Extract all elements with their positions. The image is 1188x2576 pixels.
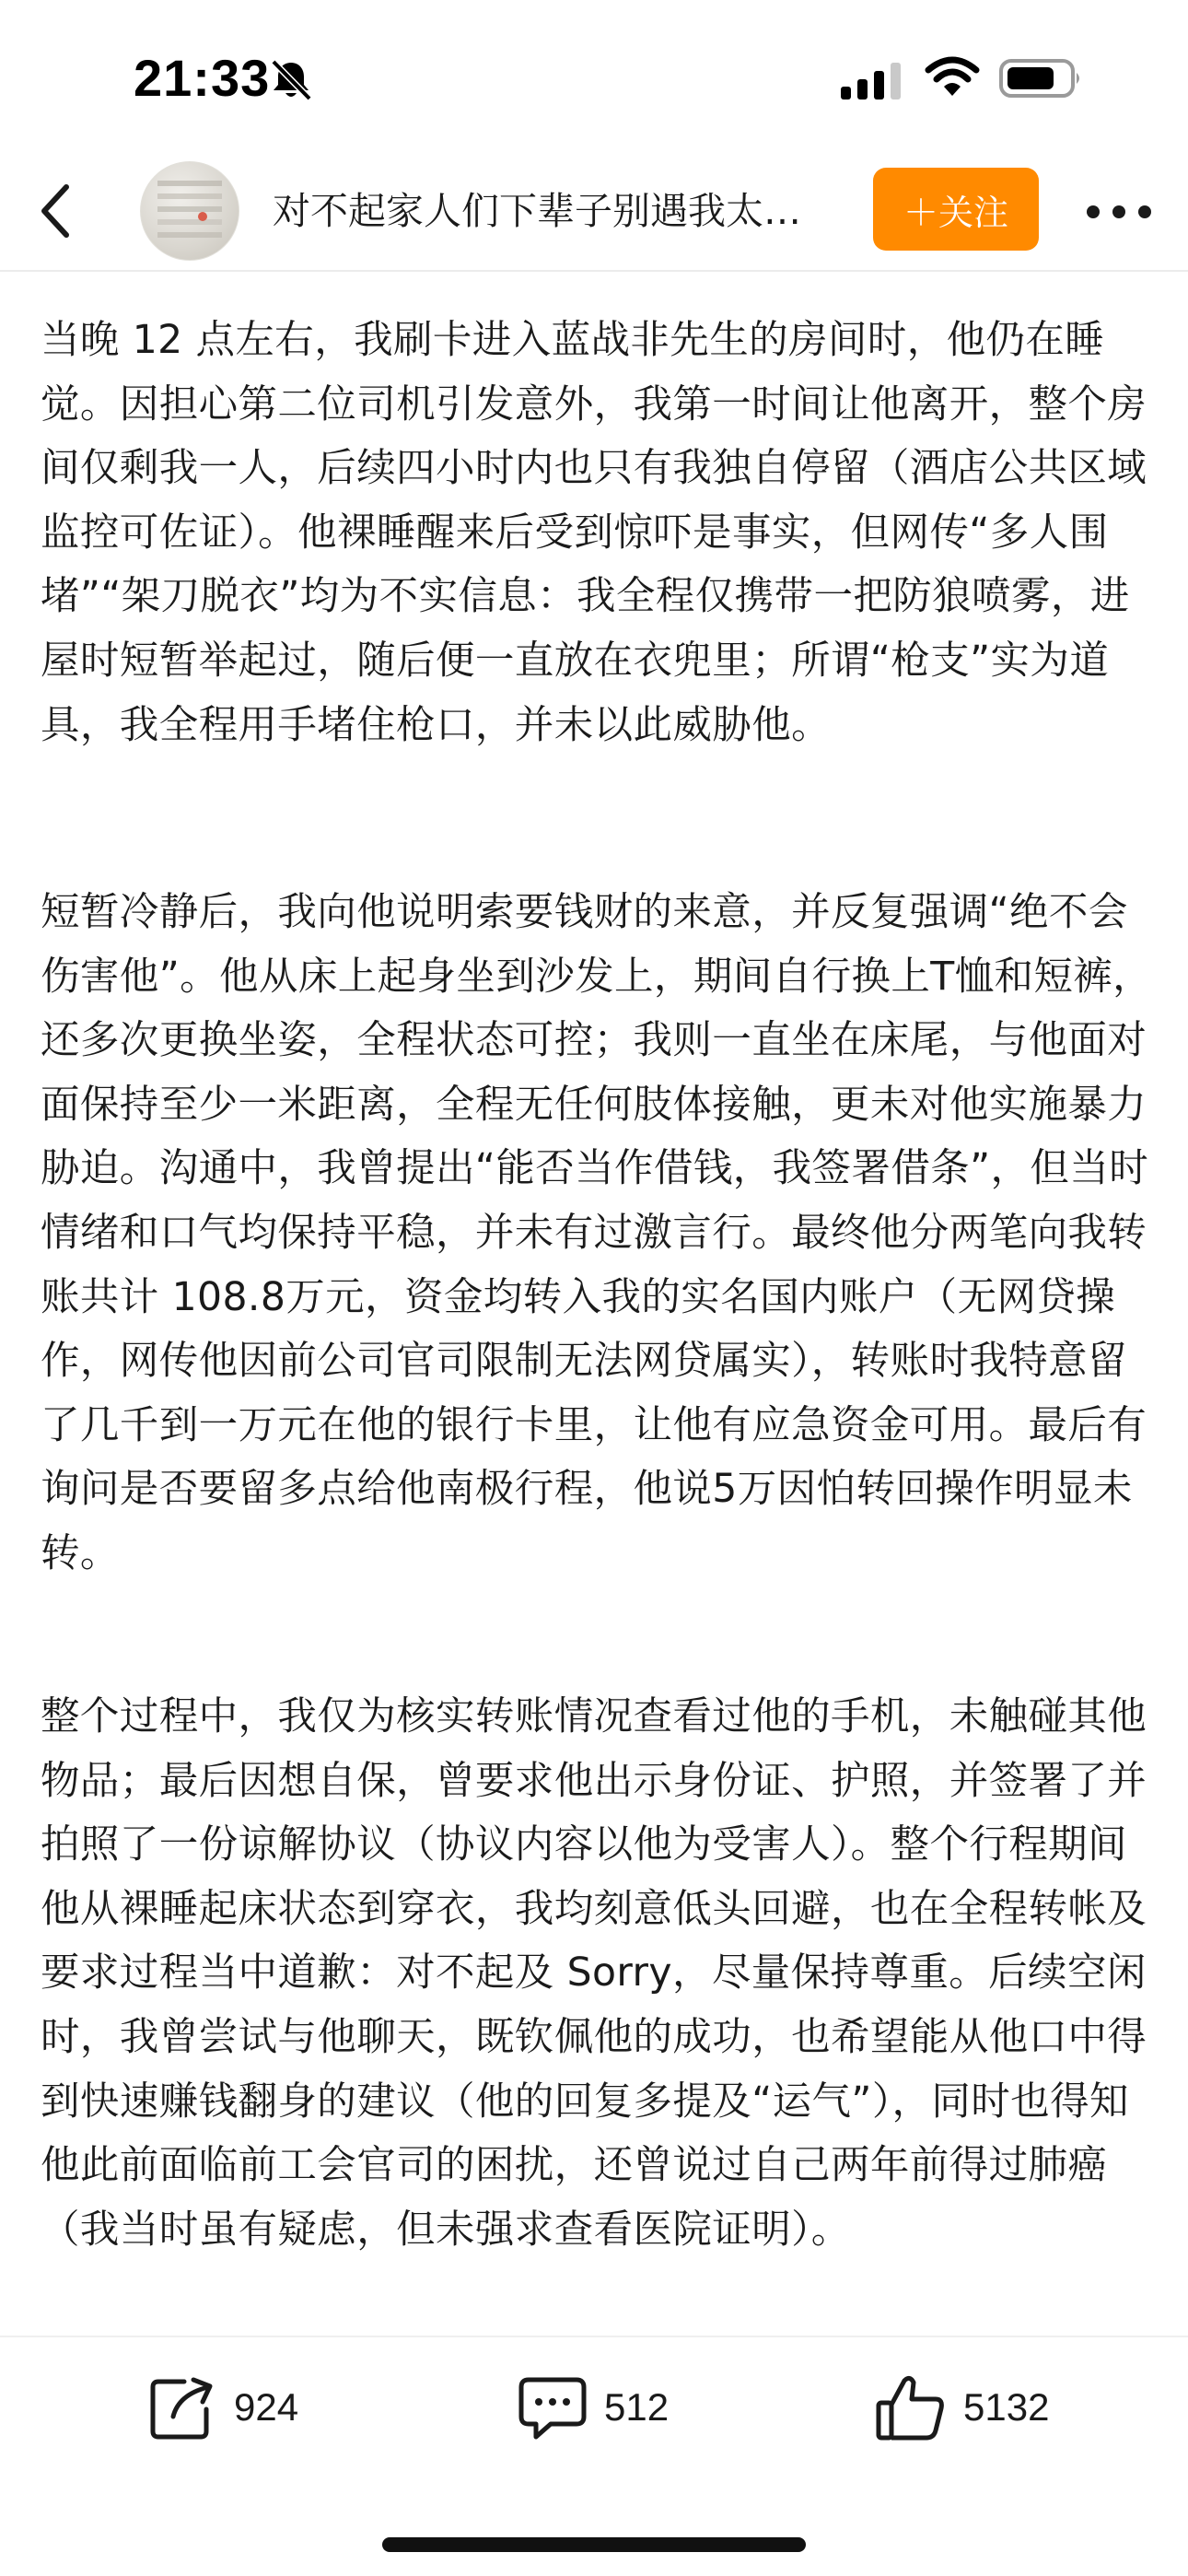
article-paragraph: 当晚 12 点左右，我刷卡进入蓝战非先生的房间时，他仍在睡觉。因担心第二位司机引发意外，我第一时间让他离开，整个房间仅剩我一人，后续四小时内也只有我独自停留（酒店公共区域监控可佐证）。他裸睡醒来后受到惊吓是事实，但网传“多人围堵”“架刀脱衣”均为不实信息：我全程仅携带一把防狼喷雾，进屋时短暂举起过，随后便一直放在衣兜里；所谓“枪支”实为道具，我全程用手堵住枪口，并未以此威胁他。 — [41, 318, 1147, 748]
back-button[interactable] — [20, 171, 90, 251]
comment-icon — [518, 2374, 588, 2441]
post-title[interactable]: 对不起家人们下辈子别遇我太… — [273, 189, 801, 233]
follow-button[interactable]: ＋关注 — [873, 168, 1039, 251]
share-icon — [147, 2374, 217, 2441]
status-bar — [0, 0, 1188, 157]
like-count: 5132 — [963, 2385, 1050, 2429]
comment-button[interactable] — [518, 2371, 669, 2444]
chevron-left-icon — [37, 183, 74, 239]
comment-count: 512 — [604, 2385, 670, 2429]
like-button[interactable] — [875, 2371, 1049, 2444]
share-button[interactable] — [147, 2371, 298, 2444]
signal-icon — [841, 61, 903, 100]
wifi-icon — [924, 55, 981, 100]
article-paragraph: 整个过程中，我仅为核实转账情况查看过他的手机，未触碰其他物品；最后因想自保，曾要求他出示身份证、护照，并签署了并拍照了一份谅解协议（协议内容以他为受害人）。整个行程期间他从裸睡起床状态到穿衣，我均刻意低头回避，也在全程转帐及要求过程当中道歉：对不起及 Sorry，尽量保持尊重。后续空闲时，我曾尝试与他聊天，既钦佩他的成功，也希望能从他口中得到快速赚钱翻身的建议（他的回复多提及“运气”），同时也得知他此前面临前工会官司的困扰，还曾说过自己两年前得过肺癌（我当时虽有疑虑，但未强求查看医院证明）。 — [41, 1694, 1147, 2253]
bell-slash-icon — [269, 59, 313, 101]
article-body — [0, 272, 1188, 2336]
status-time: 21:33 — [134, 49, 271, 107]
nav-bar — [0, 157, 1188, 272]
battery-icon — [999, 57, 1084, 100]
more-button[interactable] — [1077, 184, 1160, 240]
share-count: 924 — [234, 2385, 299, 2429]
thumbs-up-icon — [875, 2373, 947, 2441]
action-bar — [0, 2336, 1188, 2483]
avatar[interactable] — [140, 161, 239, 261]
article-paragraph: 短暂冷静后，我向他说明索要钱财的来意，并反复强调“绝不会伤害他”。他从床上起身坐到沙发上，期间自行换上T恤和短裤，还多次更换坐姿，全程状态可控；我则一直坐在床尾，与他面对面保持至少一米距离，全程无任何肢体接触，更未对他实施暴力胁迫。沟通中，我曾提出“能否当作借钱，我签署借条”，但当时情绪和口气均保持平稳，并未有过激言行。最终他分两笔向我转账共计 108.8万元，资金均转入我的实名国内账户（无网贷操作，网传他因前公司官司限制无法网贷属实），转账时我特意留了几千到一万元在他的银行卡里，让他有应急资金可用。最后有询问是否要留多点给他南极行程，他说5万因怕转回操作明显未转。 — [41, 890, 1153, 1576]
home-indicator[interactable] — [382, 2537, 806, 2552]
more-horizontal-icon — [1086, 205, 1152, 219]
